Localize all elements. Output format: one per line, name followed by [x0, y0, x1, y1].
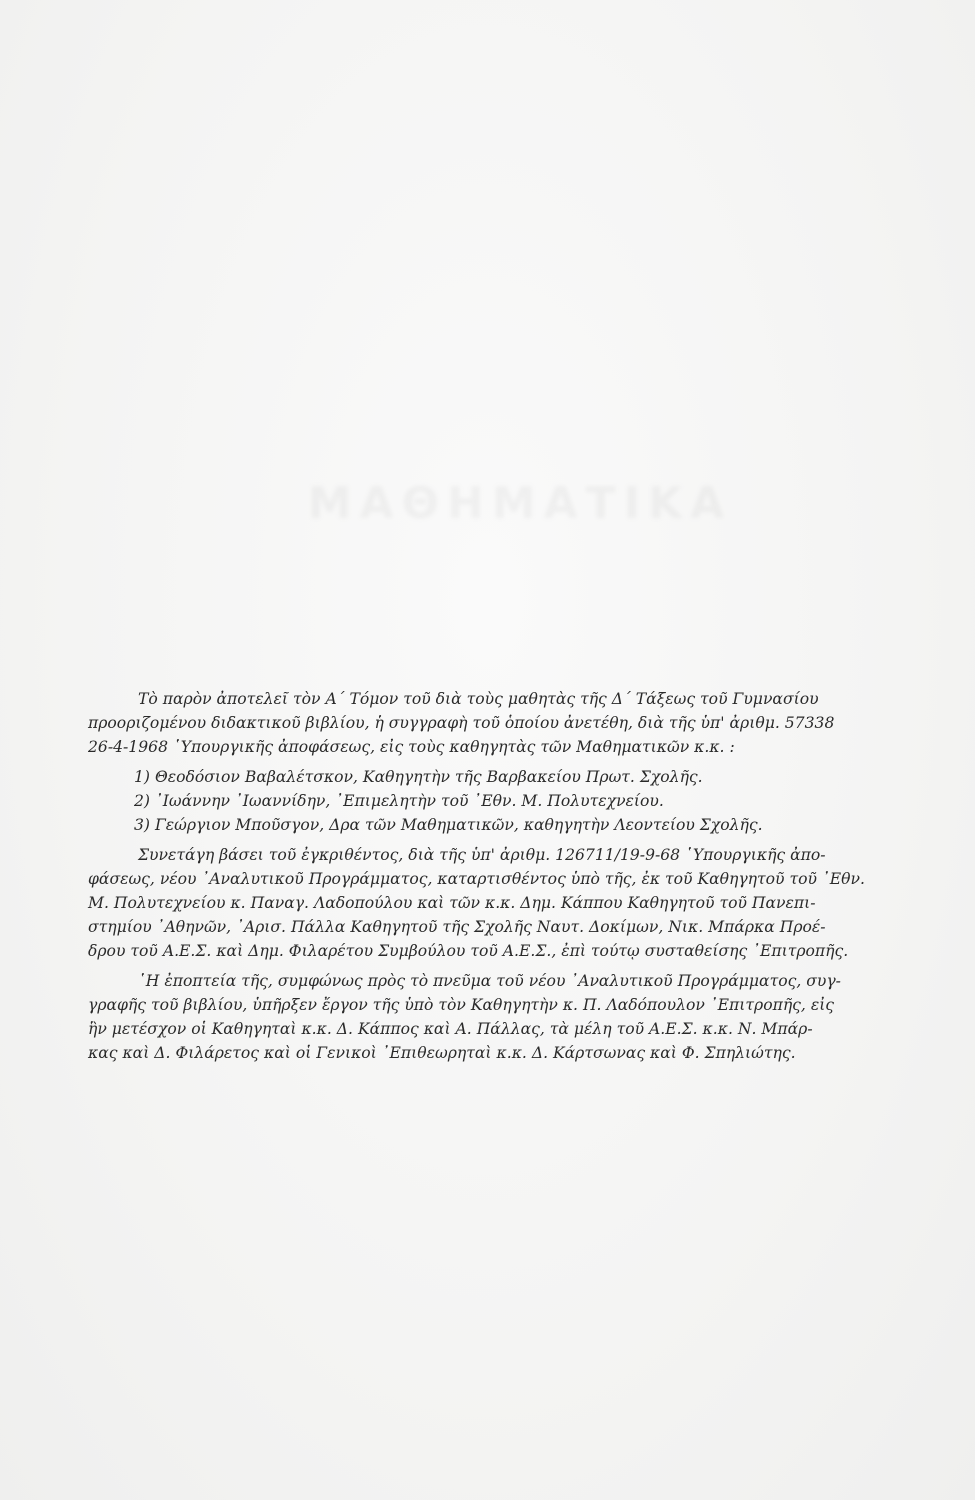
compiled-paragraph — [88, 843, 936, 963]
supervision-line-3: ἣν μετέσχον οἱ Καθηγηταὶ κ.κ. Δ. Κάππος καὶ Α. Πάλλας, τὰ μέλη τοῦ Α.Ε.Σ. κ.κ. Ν. Μπάρ- — [88, 1020, 813, 1038]
credits-text — [88, 687, 936, 1065]
supervision-line-4: κας καὶ Δ. Φιλάρετος καὶ οἱ Γενικοὶ ᾿Επιθεωρηταὶ κ.κ. Δ. Κάρτσωνας καὶ Φ. Σπηλιώτης. — [88, 1044, 796, 1062]
intro-line-1: Τὸ παρὸν ἀποτελεῖ τὸν Α΄ Τόμον τοῦ διὰ τοὺς μαθητὰς τῆς Δ΄ Τάξεως τοῦ Γυμνασίου — [138, 690, 819, 708]
supervision-paragraph — [88, 969, 936, 1065]
supervision-line-2: γραφῆς τοῦ βιβλίου, ὑπῆρξεν ἔργον τῆς ὑπὸ τὸν Καθηγητὴν κ. Π. Λαδόπουλον ᾿Επιτροπῆς, εἰς — [88, 996, 835, 1014]
authors-list — [88, 765, 936, 837]
compiled-line-2: φάσεως, νέου ᾿Αναλυτικοῦ Προγράμματος, καταρτισθέντος ὑπὸ τῆς, ἐκ τοῦ Καθηγητοῦ τοῦ ᾿Εθν. — [88, 870, 865, 888]
supervision-line-1: ῾Η ἐποπτεία τῆς, συμφώνως πρὸς τὸ πνεῦμα τοῦ νέου ᾿Αναλυτικοῦ Προγράμματος, συγ- — [138, 972, 841, 990]
intro-line-3: 26-4-1968 ῾Υπουργικῆς ἀποφάσεως, εἰς τοὺς καθηγητὰς τῶν Μαθηματικῶν κ.κ. : — [88, 738, 735, 756]
author-item: 2) ᾿Ιωάννην ᾿Ιωαννίδην, ᾿Επιμελητὴν τοῦ ᾿Εθν. Μ. Πολυτεχνείου. — [134, 792, 664, 810]
compiled-line-5: δρου τοῦ Α.Ε.Σ. καὶ Δημ. Φιλαρέτου Συμβούλου τοῦ Α.Ε.Σ., ἐπὶ τούτῳ συσταθείσης ᾿Επιτροπῆς. — [88, 942, 849, 960]
compiled-line-1: Συνετάγη βάσει τοῦ ἐγκριθέντος, διὰ τῆς ὑπ' ἀριθμ. 126711/19-9-68 ῾Υπουργικῆς ἀπο- — [138, 846, 826, 864]
compiled-line-4: στημίου ᾿Αθηνῶν, ᾿Αρισ. Πάλλα Καθηγητοῦ τῆς Σχολῆς Ναυτ. Δοκίμων, Νικ. Μπάρκα Προέ- — [88, 918, 826, 936]
intro-paragraph — [88, 687, 936, 759]
author-item: 1) Θεοδόσιον Βαβαλέτσκον, Καθηγητὴν τῆς Βαρβακείου Πρωτ. Σχολῆς. — [134, 768, 703, 786]
bleed-through-title: ΜΑΘΗΜΑΤΙΚΑ — [307, 478, 733, 529]
intro-line-2: προοριζομένου διδακτικοῦ βιβλίου, ἡ συγγραφὴ τοῦ ὁποίου ἀνετέθη, διὰ τῆς ὑπ' ἀριθμ. 57338 — [88, 714, 835, 732]
author-item: 3) Γεώργιον Μποῦσγον, Δρα τῶν Μαθηματικῶν, καθηγητὴν Λεοντείου Σχολῆς. — [134, 816, 763, 834]
compiled-line-3: Μ. Πολυτεχνείου κ. Παναγ. Λαδοπούλου καὶ τῶν κ.κ. Δημ. Κάππου Καθηγητοῦ τοῦ Πανεπι- — [88, 894, 816, 912]
